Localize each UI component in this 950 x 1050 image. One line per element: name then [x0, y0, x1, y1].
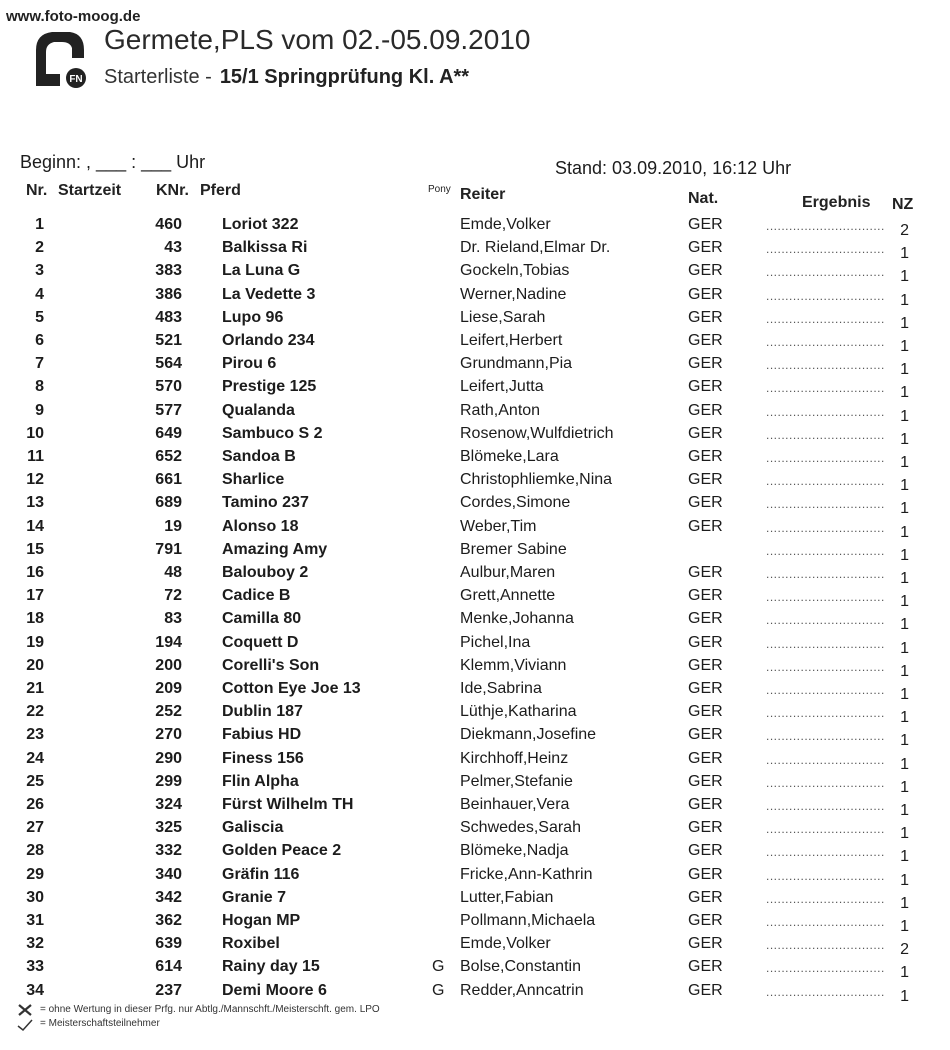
- row-knr: 270: [155, 726, 182, 744]
- row-rider: Gockeln,Tobias: [460, 262, 570, 280]
- row-nat: GER: [688, 378, 723, 396]
- table-row: [0, 980, 950, 1003]
- row-horse: Sandoa B: [222, 448, 296, 465]
- row-pony: G: [432, 981, 445, 999]
- table-row: [0, 446, 950, 469]
- table-row: [0, 678, 950, 701]
- row-knr: 483: [155, 308, 182, 326]
- table-row: [0, 492, 950, 518]
- row-nat: GER: [688, 842, 723, 860]
- row-knr: 521: [155, 332, 182, 349]
- row-knr: 209: [155, 680, 182, 697]
- row-nz: 1: [900, 407, 909, 425]
- row-rider: Klemm,Viviann: [460, 656, 567, 674]
- row-rider: Aulbur,Maren: [460, 564, 556, 581]
- row-result-dots: ...............................: [766, 868, 885, 883]
- row-nz: 1: [900, 245, 909, 263]
- row-nat: GER: [688, 517, 723, 535]
- row-result-dots: ...............................: [766, 961, 885, 976]
- table-row: [0, 933, 950, 959]
- row-knr: 362: [155, 912, 182, 929]
- col-header-nr: Nr.: [26, 182, 48, 199]
- table-row: [0, 516, 950, 539]
- row-nz: 1: [900, 268, 909, 286]
- row-nz: 1: [900, 802, 909, 819]
- row-nr: 4: [35, 285, 44, 303]
- row-knr: 652: [155, 448, 182, 465]
- row-nr: 22: [26, 703, 44, 721]
- row-nz: 1: [900, 430, 909, 448]
- row-nr: 7: [35, 355, 44, 373]
- row-nat: GER: [688, 564, 723, 581]
- row-rider: Dr. Rieland,Elmar Dr.: [460, 239, 611, 257]
- table-row: [0, 910, 950, 933]
- row-horse: Sambuco S 2: [222, 424, 323, 442]
- row-rider: Weber,Tim: [460, 517, 537, 535]
- row-nr: 1: [35, 216, 44, 233]
- row-result-dots: ...............................: [766, 358, 885, 373]
- row-nr: 26: [26, 796, 44, 813]
- row-nz: 1: [900, 500, 909, 518]
- row-rider: Ide,Sabrina: [460, 680, 542, 697]
- page-title: Germete,PLS vom 02.-05.09.2010: [104, 24, 531, 55]
- row-nat: GER: [688, 216, 723, 233]
- checkmark-icon: [16, 1018, 34, 1032]
- table-row: [0, 701, 950, 727]
- row-rider: Emde,Volker: [460, 935, 551, 953]
- row-nz: 1: [900, 871, 909, 889]
- row-nat: GER: [688, 819, 723, 837]
- row-rider: Schwedes,Sarah: [460, 819, 581, 837]
- row-knr: 72: [164, 587, 182, 605]
- row-horse: Rainy day 15: [222, 958, 320, 976]
- table-row: [0, 353, 950, 379]
- row-horse: Flin Alpha: [222, 772, 299, 790]
- row-nz: 1: [900, 338, 909, 355]
- row-horse: Camilla 80: [222, 610, 302, 628]
- row-result-dots: ...............................: [766, 752, 885, 767]
- row-nr: 34: [26, 981, 44, 999]
- subtitle-event: 15/1 Springprüfung Kl. A**: [219, 66, 470, 88]
- row-nat: GER: [688, 865, 723, 883]
- row-rider: Pelmer,Stefanie: [460, 772, 573, 790]
- row-nr: 6: [35, 332, 44, 349]
- page-subtitle: [104, 66, 469, 89]
- row-result-dots: ...............................: [766, 404, 885, 419]
- row-nat: GER: [688, 471, 723, 489]
- row-nr: 33: [26, 958, 44, 976]
- table-row: [0, 887, 950, 910]
- table-row: [0, 864, 950, 887]
- row-result-dots: ...............................: [766, 520, 885, 535]
- table-row: [0, 748, 950, 771]
- col-header-pony: Pony: [428, 184, 451, 195]
- table-row: [0, 562, 950, 585]
- row-knr: 332: [155, 842, 182, 860]
- row-knr: 194: [155, 633, 182, 651]
- row-nz: 1: [900, 918, 909, 935]
- row-result-dots: ...............................: [766, 683, 885, 697]
- row-nr: 32: [26, 935, 44, 953]
- row-nz: 1: [900, 987, 909, 1005]
- row-rider: Diekmann,Josefine: [460, 726, 597, 744]
- row-knr: 791: [155, 540, 182, 558]
- table-row: [0, 840, 950, 866]
- row-horse: Qualanda: [222, 401, 295, 419]
- row-nat: GER: [688, 796, 723, 813]
- row-nat: GER: [688, 958, 723, 976]
- table-row: [0, 423, 950, 446]
- row-nat: GER: [688, 749, 723, 767]
- row-horse: Coquett D: [222, 633, 299, 651]
- row-result-dots: ...............................: [766, 775, 885, 790]
- row-rider: Liese,Sarah: [460, 308, 546, 326]
- row-nz: 1: [900, 570, 909, 587]
- row-nr: 28: [26, 842, 44, 860]
- col-header-pferd: Pferd: [200, 182, 241, 199]
- col-header-ergebnis: Ergebnis: [802, 194, 871, 211]
- table-row: [0, 539, 950, 562]
- row-rider: Menke,Johanna: [460, 610, 574, 628]
- table-row: [0, 469, 950, 495]
- row-result-dots: ...............................: [766, 567, 885, 581]
- row-horse: Balouboy 2: [222, 564, 309, 581]
- row-nr: 5: [35, 308, 44, 326]
- row-result-dots: ...............................: [766, 891, 885, 906]
- row-rider: Leifert,Jutta: [460, 378, 544, 396]
- row-rider: Pollmann,Michaela: [460, 912, 596, 929]
- row-knr: 340: [155, 865, 182, 883]
- row-nr: 16: [26, 564, 44, 581]
- row-nz: 2: [900, 222, 909, 239]
- row-nr: 2: [35, 239, 44, 257]
- row-nat: GER: [688, 680, 723, 697]
- row-nz: 1: [900, 477, 909, 495]
- cross-icon: [16, 1003, 34, 1017]
- row-rider: Rosenow,Wulfdietrich: [460, 424, 614, 442]
- row-nat: GER: [688, 981, 723, 999]
- row-rider: Leifert,Herbert: [460, 332, 563, 349]
- svg-text:FN: FN: [69, 74, 83, 85]
- row-result-dots: ...............................: [766, 288, 885, 303]
- row-horse: Dublin 187: [222, 703, 303, 721]
- row-horse: Galiscia: [222, 819, 284, 837]
- row-result-dots: ...............................: [766, 938, 885, 953]
- row-knr: 200: [155, 656, 182, 674]
- row-nz: 1: [900, 593, 909, 611]
- row-horse: Fürst Wilhelm TH: [222, 796, 354, 813]
- row-rider: Christophliemke,Nina: [460, 471, 613, 489]
- row-nz: 1: [900, 616, 909, 634]
- table-row: [0, 794, 950, 817]
- row-nz: 1: [900, 709, 909, 727]
- fn-logo: [30, 28, 88, 88]
- row-nr: 25: [26, 772, 44, 790]
- row-nat: GER: [688, 726, 723, 744]
- row-knr: 299: [155, 772, 182, 790]
- row-rider: Kirchhoff,Heinz: [460, 749, 569, 767]
- row-rider: Werner,Nadine: [460, 285, 567, 303]
- row-nat: GER: [688, 772, 723, 790]
- row-rider: Rath,Anton: [460, 401, 541, 419]
- row-horse: Prestige 125: [222, 378, 317, 396]
- row-nr: 24: [26, 749, 44, 767]
- row-nz: 1: [900, 778, 909, 796]
- row-nat: GER: [688, 656, 723, 674]
- row-result-dots: ...............................: [766, 822, 885, 837]
- row-knr: 614: [155, 958, 182, 976]
- col-header-nz: NZ: [892, 196, 914, 213]
- row-horse: Gräfin 116: [222, 865, 300, 883]
- row-horse: Loriot 322: [222, 216, 299, 233]
- row-rider: Bolse,Constantin: [460, 958, 581, 976]
- row-knr: 252: [155, 703, 182, 721]
- row-result-dots: ...............................: [766, 451, 885, 465]
- row-nr: 13: [26, 494, 44, 512]
- row-result-dots: ...............................: [766, 613, 885, 628]
- row-horse: Lupo 96: [222, 308, 284, 326]
- row-horse: Orlando 234: [222, 332, 315, 349]
- row-result-dots: ...............................: [766, 474, 885, 489]
- row-knr: 324: [155, 796, 182, 813]
- row-rider: Lutter,Fabian: [460, 888, 554, 906]
- row-knr: 290: [155, 749, 182, 767]
- row-nat: GER: [688, 285, 723, 303]
- row-nr: 20: [26, 656, 44, 674]
- table-row: [0, 585, 950, 611]
- row-rider: Emde,Volker: [460, 216, 551, 233]
- row-nat: GER: [688, 494, 723, 512]
- row-nr: 21: [26, 680, 44, 697]
- row-horse: Cotton Eye Joe 13: [222, 680, 361, 697]
- row-nz: 1: [900, 454, 909, 471]
- row-nat: GER: [688, 888, 723, 906]
- row-horse: Roxibel: [222, 935, 280, 953]
- row-nz: 1: [900, 639, 909, 657]
- col-header-startzeit: Startzeit: [58, 182, 122, 199]
- row-result-dots: ...............................: [766, 265, 885, 280]
- row-nz: 1: [900, 686, 909, 703]
- col-header-knr: KNr.: [156, 182, 189, 199]
- row-result-dots: ...............................: [766, 845, 885, 860]
- row-nat: GER: [688, 912, 723, 929]
- row-result-dots: ...............................: [766, 242, 885, 257]
- row-pony: G: [432, 958, 445, 976]
- row-horse: La Vedette 3: [222, 285, 316, 303]
- row-knr: 577: [155, 401, 182, 419]
- row-nr: 31: [26, 912, 44, 929]
- row-result-dots: ...............................: [766, 427, 885, 442]
- row-rider: Fricke,Ann-Kathrin: [460, 865, 593, 883]
- row-knr: 237: [155, 981, 182, 999]
- row-knr: 383: [155, 262, 182, 280]
- row-horse: La Luna G: [222, 262, 301, 280]
- row-nz: 1: [900, 384, 909, 402]
- table-row: [0, 307, 950, 330]
- row-knr: 689: [155, 494, 182, 512]
- row-nr: 19: [26, 633, 44, 651]
- footnote-no-rating: = ohne Wertung in dieser Prfg. nur Abtlg./Mannschft./Meisterschft. gem. LPO: [40, 1004, 380, 1015]
- table-row: [0, 260, 950, 286]
- row-knr: 342: [155, 888, 182, 906]
- row-horse: Sharlice: [222, 471, 285, 489]
- row-nz: 1: [900, 361, 909, 379]
- row-knr: 43: [164, 239, 182, 257]
- row-nz: 1: [900, 894, 909, 912]
- table-row: [0, 632, 950, 655]
- row-nz: 1: [900, 546, 909, 564]
- row-result-dots: ...............................: [766, 659, 885, 674]
- row-knr: 386: [155, 285, 182, 303]
- row-rider: Lüthje,Katharina: [460, 703, 577, 721]
- table-row: [0, 817, 950, 843]
- row-nz: 1: [900, 523, 909, 541]
- table-row: [0, 330, 950, 353]
- row-knr: 570: [155, 378, 182, 396]
- row-nat: GER: [688, 239, 723, 257]
- row-horse: Tamino 237: [222, 494, 309, 512]
- row-result-dots: ...............................: [766, 219, 885, 233]
- row-nat: GER: [688, 262, 723, 280]
- row-rider: Cordes,Simone: [460, 494, 571, 512]
- row-nr: 18: [26, 610, 44, 628]
- row-result-dots: ...............................: [766, 799, 885, 813]
- row-nr: 11: [27, 448, 44, 465]
- col-header-nat: Nat.: [688, 190, 719, 207]
- table-row: [0, 400, 950, 423]
- row-rider: Blömeke,Lara: [460, 448, 559, 465]
- row-knr: 83: [164, 610, 182, 628]
- row-result-dots: ...............................: [766, 311, 885, 326]
- row-rider: Blömeke,Nadja: [460, 842, 569, 860]
- row-horse: Cadice B: [222, 587, 291, 605]
- row-nz: 1: [900, 825, 909, 843]
- table-row: [0, 214, 950, 237]
- row-knr: 661: [155, 471, 182, 489]
- subtitle-prefix: Starterliste -: [104, 66, 212, 88]
- row-nat: GER: [688, 610, 723, 628]
- row-nat: GER: [688, 935, 723, 953]
- table-row: [0, 771, 950, 794]
- row-rider: Bremer Sabine: [460, 540, 567, 558]
- row-nat: GER: [688, 633, 723, 651]
- row-horse: Golden Peace 2: [222, 842, 342, 860]
- row-nr: 29: [26, 865, 44, 883]
- row-nz: 1: [900, 662, 909, 680]
- row-result-dots: ...............................: [766, 729, 885, 744]
- row-nat: GER: [688, 587, 723, 605]
- row-rider: Beinhauer,Vera: [460, 796, 570, 813]
- table-row: [0, 284, 950, 307]
- row-knr: 460: [155, 216, 182, 233]
- row-nr: 3: [35, 262, 44, 280]
- row-horse: Pirou 6: [222, 355, 277, 373]
- row-knr: 639: [155, 935, 182, 953]
- row-knr: 48: [164, 564, 182, 581]
- table-row: [0, 376, 950, 402]
- row-nz: 1: [900, 291, 909, 309]
- row-nat: GER: [688, 703, 723, 721]
- row-nz: 1: [900, 732, 909, 750]
- row-result-dots: ...............................: [766, 381, 885, 396]
- row-nz: 1: [900, 755, 909, 773]
- row-result-dots: ...............................: [766, 590, 885, 605]
- row-result-dots: ...............................: [766, 706, 885, 721]
- row-knr: 325: [155, 819, 182, 837]
- row-rider: Grundmann,Pia: [460, 355, 573, 373]
- table-row: [0, 237, 950, 263]
- row-nr: 14: [26, 517, 44, 535]
- watermark: www.foto-moog.de: [6, 8, 141, 25]
- footnote-championship: = Meisterschaftsteilnehmer: [40, 1018, 160, 1029]
- row-horse: Balkissa Ri: [222, 239, 308, 257]
- row-nr: 12: [26, 471, 44, 489]
- col-header-reiter: Reiter: [460, 186, 506, 203]
- table-row: [0, 724, 950, 750]
- row-horse: Corelli's Son: [222, 656, 320, 674]
- row-result-dots: ...............................: [766, 497, 885, 512]
- row-rider: Grett,Annette: [460, 587, 556, 605]
- row-knr: 564: [155, 355, 182, 373]
- row-nr: 30: [26, 888, 44, 906]
- begin-time: Beginn: , ___ : ___ Uhr: [20, 152, 206, 172]
- row-result-dots: ...............................: [766, 984, 885, 999]
- row-nz: 1: [900, 964, 909, 982]
- row-nat: GER: [688, 424, 723, 442]
- row-knr: 649: [155, 424, 182, 442]
- row-result-dots: ...............................: [766, 543, 885, 558]
- stand-date: Stand: 03.09.2010, 16:12 Uhr: [555, 158, 792, 178]
- row-horse: Amazing Amy: [222, 540, 328, 558]
- row-horse: Finess 156: [222, 749, 304, 767]
- row-nr: 17: [26, 587, 44, 605]
- table-row: [0, 655, 950, 678]
- row-nat: GER: [688, 448, 723, 465]
- row-nat: GER: [688, 401, 723, 419]
- row-horse: Fabius HD: [222, 726, 302, 744]
- row-result-dots: ...............................: [766, 335, 885, 349]
- row-knr: 19: [164, 517, 182, 535]
- row-nr: 10: [26, 424, 44, 442]
- row-nr: 8: [35, 378, 44, 396]
- table-row: [0, 608, 950, 634]
- row-rider: Pichel,Ina: [460, 633, 531, 651]
- row-result-dots: ...............................: [766, 915, 885, 929]
- table-row: [0, 956, 950, 982]
- row-horse: Demi Moore 6: [222, 981, 327, 999]
- row-rider: Redder,Anncatrin: [460, 981, 584, 999]
- row-nr: 9: [35, 401, 44, 419]
- row-nz: 1: [900, 848, 909, 866]
- row-horse: Alonso 18: [222, 517, 299, 535]
- row-nat: GER: [688, 308, 723, 326]
- row-nr: 15: [26, 540, 44, 558]
- row-nat: GER: [688, 355, 723, 373]
- row-nr: 23: [26, 726, 44, 744]
- row-horse: Hogan MP: [222, 912, 301, 929]
- row-nz: 1: [900, 314, 909, 332]
- row-horse: Granie 7: [222, 888, 287, 906]
- row-nr: 27: [26, 819, 44, 837]
- row-result-dots: ...............................: [766, 636, 885, 651]
- row-nat: GER: [688, 332, 723, 349]
- row-nz: 2: [900, 941, 909, 959]
